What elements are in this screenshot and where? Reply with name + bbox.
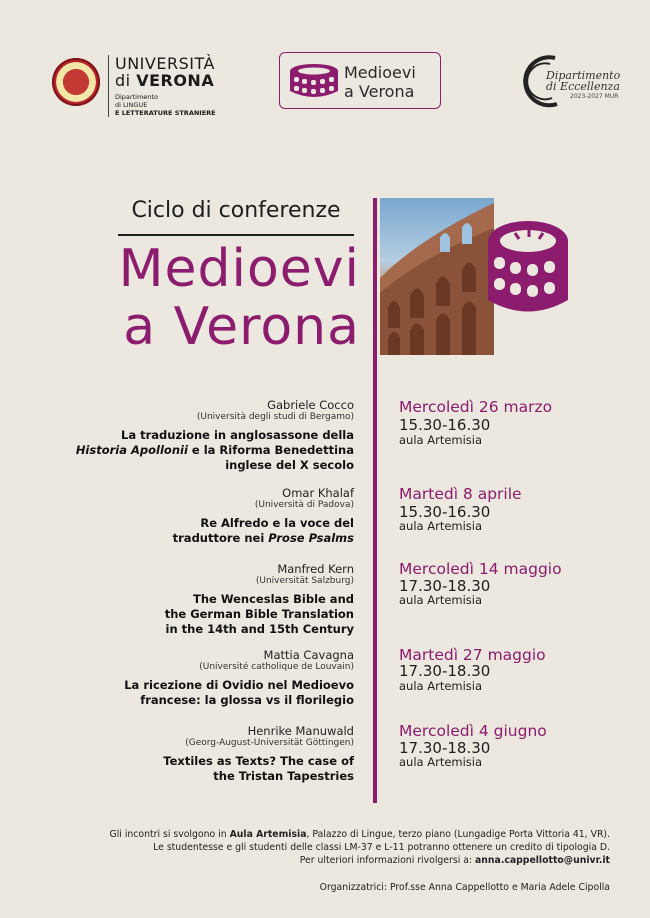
talk-3-room: aula Artemisia [399, 593, 483, 607]
arena-photo [380, 198, 494, 355]
talk-4 [60, 648, 354, 708]
talk-1-date: Mercoledì 26 marzo [399, 398, 553, 416]
speaker-name: Henrike Manuwald [247, 724, 354, 738]
department-name: Dipartimento di LINGUE E LETTERATURE STRANIERE [115, 93, 216, 117]
speaker-name: Manfred Kern [277, 562, 354, 576]
speaker-affiliation: (Georg-August-Universität Göttingen) [185, 738, 354, 748]
talk-4-time: 17.30-18.30 [399, 662, 491, 680]
page-title: Medioevi a Verona [118, 239, 360, 357]
talk-3-time: 17.30-18.30 [399, 577, 491, 595]
contact-email: anna.cappellotto@univr.it [475, 855, 610, 866]
speaker-name: Mattia Cavagna [263, 648, 354, 662]
speaker-name: Omar Khalaf [282, 486, 354, 500]
speaker-affiliation: (Università degli studi di Bergamo) [196, 412, 354, 422]
talk-title: Textiles as Texts? The case of the Tristan Tapestries [163, 754, 354, 783]
talk-1 [60, 398, 354, 473]
talk-1-room: aula Artemisia [399, 433, 483, 447]
footer-venue: Gli incontri si svolgono in Aula Artemisia, Palazzo di Lingue, terzo piano (Lungadige Porta Vittoria 41, VR). [109, 829, 610, 840]
talk-3 [60, 562, 354, 637]
footer-credits: Le studentesse e gli studenti delle classi LM-37 e L-11 potranno ottenere un credito di tipologia D. [153, 842, 610, 853]
talk-4-room: aula Artemisia [399, 679, 483, 693]
title-divider [118, 234, 354, 236]
speaker-name: Gabriele Cocco [267, 398, 354, 412]
talk-title: The Wenceslas Bible and the German Bible Translation in the 14th and 15th Century [164, 592, 354, 636]
talk-5-date: Mercoledì 4 giugno [399, 722, 547, 740]
excellence-logo-text: Dipartimento di Eccellenza [546, 69, 621, 93]
talk-2 [60, 486, 354, 546]
speaker-affiliation: (Universität Salzburg) [255, 576, 354, 586]
excellence-years: 2023-2027 MUR [570, 93, 619, 100]
series-logo [279, 52, 441, 109]
talk-title: La ricezione di Ovidio nel Medioevo francese: la glossa vs il florilegio [124, 678, 354, 707]
talk-2-date: Martedì 8 aprile [399, 485, 522, 503]
talk-2-time: 15.30-16.30 [399, 503, 491, 521]
university-name: UNIVERSITÀ di VERONA [115, 54, 215, 90]
arena-illustration [380, 198, 494, 355]
speaker-affiliation: (Università di Padova) [254, 500, 354, 510]
series-kicker: Ciclo di conferenze [131, 198, 341, 223]
footer-organizers: Organizzatrici: Prof.sse Anna Cappellotto e Maria Adele Cipolla [319, 882, 610, 893]
footer-info [40, 828, 610, 867]
footer-contact: Per ulteriori informazioni rivolgersi a: anna.cappellotto@univr.it [299, 855, 610, 866]
talk-1-time: 15.30-16.30 [399, 416, 491, 434]
speaker-affiliation: (Université catholique de Louvain) [199, 662, 354, 672]
talk-title: Re Alfredo e la voce del traduttore nei Prose Psalms [172, 516, 354, 545]
university-logo [108, 55, 216, 117]
university-seal-logo [52, 58, 100, 106]
talk-2-room: aula Artemisia [399, 519, 483, 533]
talk-5 [60, 724, 354, 784]
arena-icon [288, 61, 340, 101]
series-logo-text: Medioevi a Verona [344, 63, 416, 101]
talk-5-time: 17.30-18.30 [399, 739, 491, 757]
arena-graphic [485, 215, 571, 335]
talk-3-date: Mercoledì 14 maggio [399, 560, 562, 578]
talk-5-room: aula Artemisia [399, 755, 483, 769]
vertical-divider [373, 198, 377, 803]
talk-4-date: Martedì 27 maggio [399, 646, 546, 664]
talk-title: La traduzione in anglosassone della Historia Apollonii e la Riforma Benedettina inglese del X secolo [75, 428, 354, 472]
